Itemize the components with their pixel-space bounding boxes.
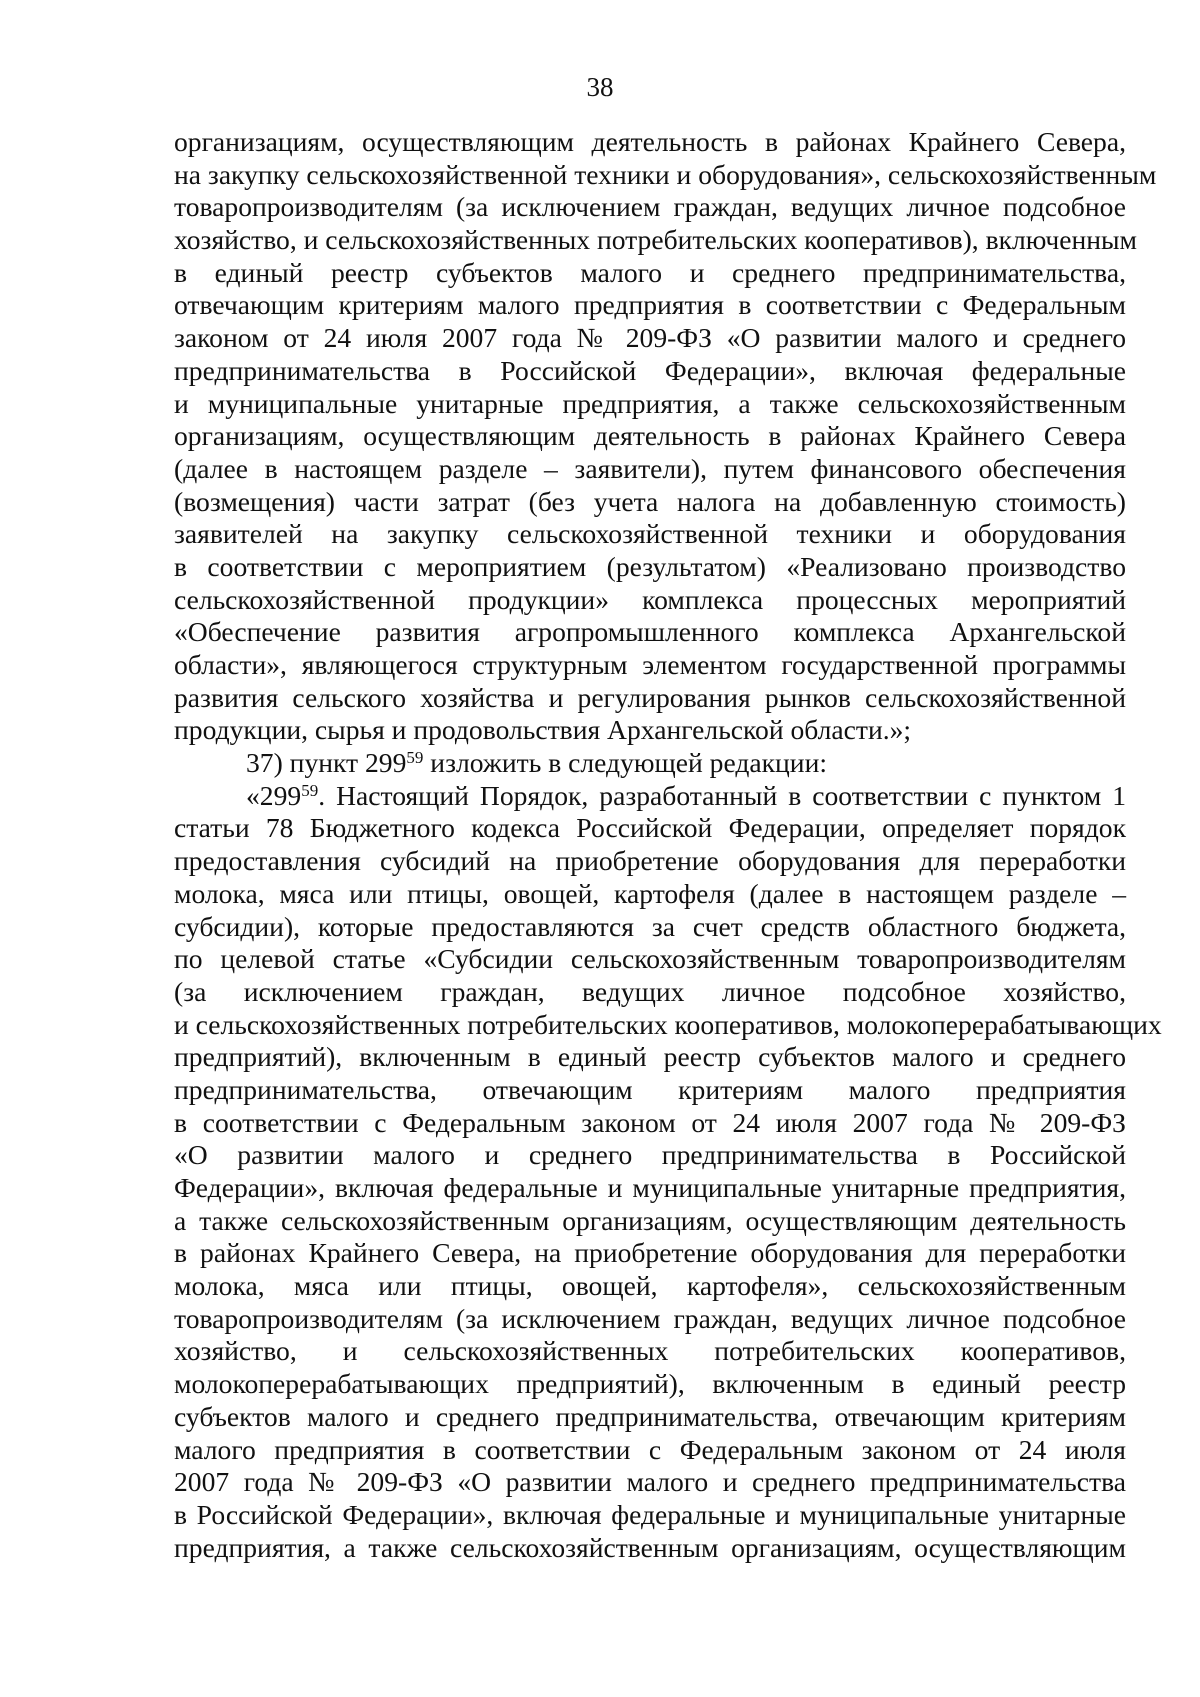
text-line-main: «О развитии малого и среднего предпринимательства в Российской <box>174 1139 1126 1171</box>
text-line-main: предпринимательства в Российской Федерации», включая федеральные <box>174 354 1126 386</box>
text-line-main: предприятия, а также сельскохозяйственным организациям, осуществляющим <box>174 1531 1126 1563</box>
text-line-main: предприятий), включенным в единый реестр субъектов малого и среднего <box>174 1041 1126 1073</box>
text-line <box>174 780 1126 813</box>
text-line <box>174 224 1138 257</box>
text-line-main: сельскохозяйственной продукции» комплекса процессных мероприятий <box>174 583 1126 615</box>
text-line <box>174 812 1126 845</box>
text-line-main: по целевой статье «Субсидии сельскохозяйственным товаропроизводителям <box>174 943 1126 975</box>
text-line <box>174 420 1126 453</box>
text-line-main: статьи 78 Бюджетного кодекса Российской Федерации, определяет порядок <box>174 812 1126 844</box>
text-line-main: а также сельскохозяйственным организациям, осуществляющим деятельность <box>174 1204 1126 1236</box>
text-line-continuation: изложить в следующей редакции: <box>423 747 828 779</box>
text-line <box>174 388 1126 421</box>
text-line-main: организациям, осуществляющим деятельность в районах Крайнего Севера, <box>174 126 1126 157</box>
text-line-main: «Обеспечение развития агропромышленного комплекса Архангельской <box>174 616 1126 648</box>
text-line-main: и муниципальные унитарные предприятия, а также сельскохозяйственным <box>174 387 1126 419</box>
page-number: 38 <box>586 72 614 102</box>
text-line <box>174 1237 1126 1270</box>
text-line <box>174 1008 1162 1042</box>
text-line <box>174 1499 1126 1532</box>
text-line-main: в единый реестр субъектов малого и среднего предпринимательства, <box>174 256 1126 288</box>
text-line <box>174 453 1126 486</box>
text-line-main: развития сельского хозяйства и регулирования рынков сельскохозяйственной <box>174 681 1126 713</box>
text-line-main: заявителей на закупку сельскохозяйственной техники и оборудования <box>174 518 1126 550</box>
text-line <box>174 158 1157 192</box>
text-line <box>174 911 1126 944</box>
text-line <box>174 1270 1126 1303</box>
text-line-main: и сельскохозяйственных потребительских кооперативов, молокоперерабатывающих <box>174 1008 1162 1040</box>
text-line-main: продукции, сырья и продовольствия Архангельской области.»; <box>174 714 912 746</box>
text-line-main: 2007 года № 209-ФЗ «О развитии малого и среднего предпринимательства <box>174 1466 1126 1498</box>
text-line <box>174 976 1126 1009</box>
text-line <box>174 289 1126 322</box>
text-line <box>174 714 1126 747</box>
text-line <box>174 1466 1126 1499</box>
text-line <box>174 682 1126 715</box>
text-line-main: Федерации», включая федеральные и муниципальные унитарные предприятия, <box>174 1172 1126 1203</box>
superscript-number: 59 <box>406 748 424 768</box>
text-line <box>174 649 1126 682</box>
text-line-main: субъектов малого и среднего предпринимательства, отвечающим критериям <box>174 1400 1126 1432</box>
text-line <box>174 551 1126 584</box>
text-line <box>174 878 1126 911</box>
text-line <box>174 1532 1126 1565</box>
text-line <box>174 486 1126 519</box>
text-line <box>174 1172 1126 1205</box>
text-line-main: отвечающим критериям малого предприятия в соответствии с Федеральным <box>174 289 1126 321</box>
text-line <box>174 584 1126 617</box>
text-line <box>174 322 1126 355</box>
text-line <box>174 1335 1126 1368</box>
text-line-main: молока, мяса или птицы, овощей, картофеля (далее в настоящем разделе – <box>174 877 1126 909</box>
text-line <box>174 191 1126 224</box>
text-line-main: организациям, осуществляющим деятельность в районах Крайнего Севера <box>174 420 1126 452</box>
text-line-main: товаропроизводителям (за исключением граждан, ведущих личное подсобное <box>174 1302 1126 1334</box>
text-line-main: в соответствии с мероприятием (результатом) «Реализовано производство <box>174 550 1126 582</box>
text-line <box>174 1041 1126 1074</box>
text-line-main: хозяйство, и сельскохозяйственных потребительских кооперативов), включенным <box>174 224 1138 256</box>
text-line-main: молокоперерабатывающих предприятий), включенным в единый реестр <box>174 1368 1126 1400</box>
text-line-main: товаропроизводителям (за исключением граждан, ведущих личное подсобное <box>174 191 1126 223</box>
text-line-main: «299 <box>246 779 302 811</box>
text-line <box>174 1434 1126 1467</box>
body-text <box>174 126 1162 1564</box>
text-line <box>174 1368 1126 1401</box>
text-line <box>174 616 1126 649</box>
text-line-main: субсидии), которые предоставляются за счет средств областного бюджета, <box>174 910 1126 942</box>
text-line-main: молока, мяса или птицы, овощей, картофеля», сельскохозяйственным <box>174 1270 1126 1302</box>
text-line <box>174 1303 1126 1336</box>
text-line-main: в районах Крайнего Севера, на приобретение оборудования для переработки <box>174 1237 1126 1269</box>
text-line <box>174 518 1126 551</box>
text-line-main: (далее в настоящем разделе – заявители), путем финансового обеспечения <box>174 452 1126 484</box>
text-line-main: (за исключением граждан, ведущих личное подсобное хозяйство, <box>174 975 1126 1007</box>
text-line-main: области», являющегося структурным элементом государственной программы <box>174 649 1126 680</box>
text-line-main: на закупку сельскохозяйственной техники и оборудования», сельскохозяйственным <box>174 158 1157 190</box>
text-line <box>174 845 1126 878</box>
text-line-main: 37) пункт 299 <box>246 747 407 779</box>
text-line <box>174 1074 1126 1107</box>
text-line <box>174 1205 1126 1238</box>
text-line <box>174 355 1126 388</box>
text-line-main: в соответствии с Федеральным законом от 24 июля 2007 года № 209-ФЗ <box>174 1106 1126 1138</box>
text-line-main: хозяйство, и сельскохозяйственных потребительских кооперативов, <box>174 1335 1126 1367</box>
text-line <box>174 747 1126 780</box>
text-line <box>174 126 1126 159</box>
text-line <box>174 943 1126 976</box>
text-line-continuation: . Настоящий Порядок, разработанный в соответствии с пунктом 1 <box>318 779 1126 811</box>
text-line-main: (возмещения) части затрат (без учета налога на добавленную стоимость) <box>174 485 1126 517</box>
text-line-main: в Российской Федерации», включая федеральные и муниципальные унитарные <box>174 1498 1126 1530</box>
text-line <box>174 1139 1126 1172</box>
superscript-number: 59 <box>301 780 319 800</box>
text-line-main: предпринимательства, отвечающим критериям малого предприятия <box>174 1073 1126 1105</box>
text-line-main: малого предприятия в соответствии с Федеральным законом от 24 июля <box>174 1433 1126 1465</box>
text-line <box>174 1107 1126 1140</box>
text-line-main: предоставления субсидий на приобретение оборудования для переработки <box>174 845 1126 877</box>
text-line <box>174 257 1126 290</box>
text-line <box>174 1401 1126 1434</box>
text-line-main: законом от 24 июля 2007 года № 209-ФЗ «О развитии малого и среднего <box>174 322 1126 354</box>
